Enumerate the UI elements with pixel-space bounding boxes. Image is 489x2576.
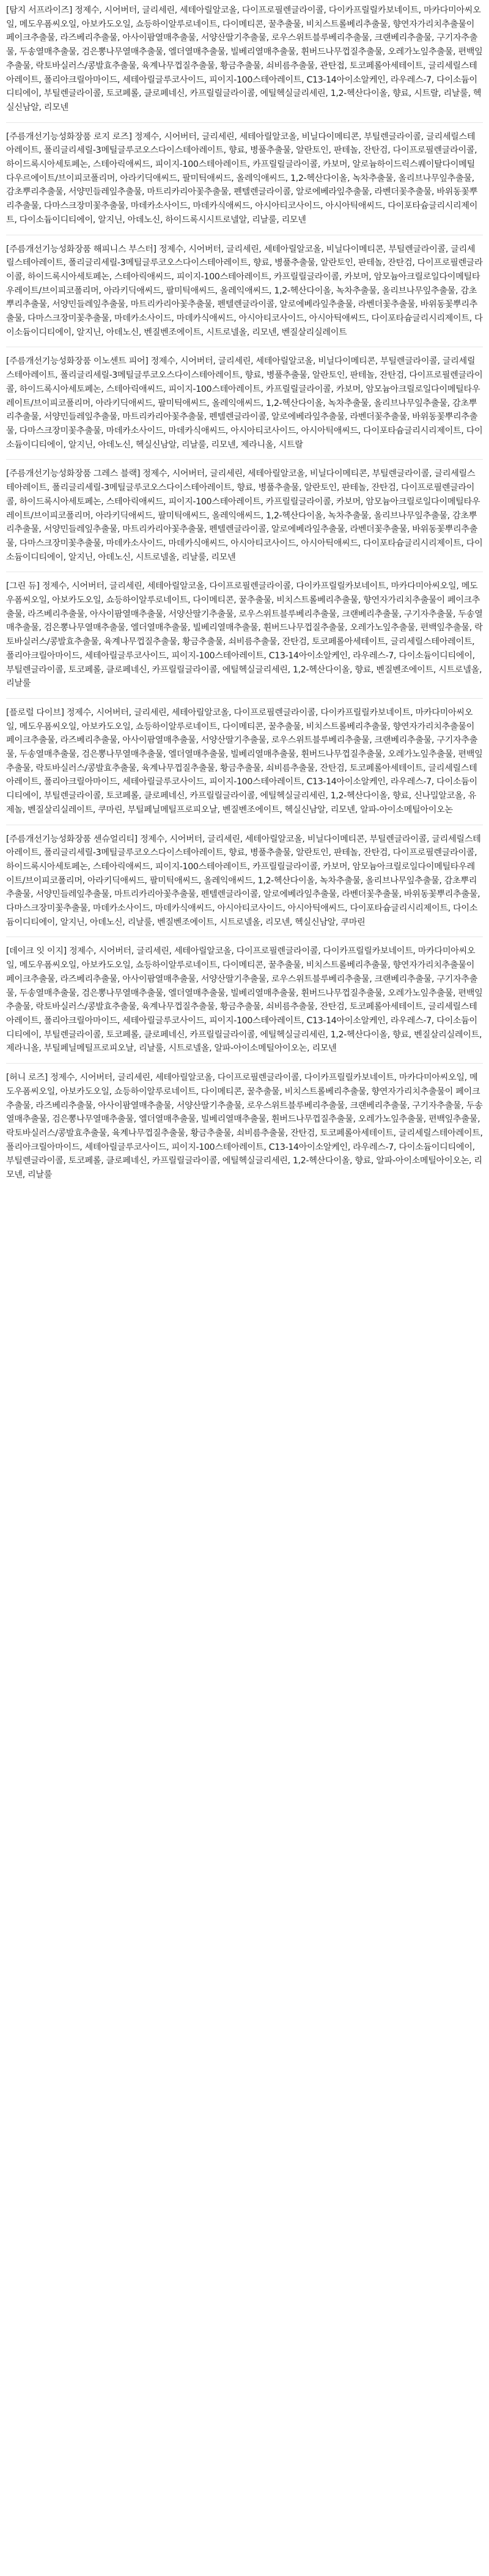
ingredient-block-take-it-easy: [데이크 잇 이지] 정제수, 시어버터, 글리세린, 세테아릴알코올, 다이프로필렌글라이콜, 다이카프릴릴카보네이트, 마카다미아씨오일, 메도우폼씨오일, 아보카도오일, 쇼등하이알루로네이트, 다이메티콘, 꿀추출물, 비치스트롤베리추출물, 향연자가리치추출물이 페이크추출물, 라즈베리추출물, 아사이팜열매추출물, 서양산딸기추출물, 로우스위트블루베리추출물, 크랜베리추출물, 구기자추출물, 두송열매추출물, 검은뽕나무열매추출물, 엘더열매추출물, 빌베리열매추출물, 휜버드나무껍질추출물, 오레가노잎추출물, 편백잎추출물, 락토바실러스/콩발효추출물, 육계나무껍질추출물, 황금추출물, 쇠비름추출물, 잔탄검, 토코페롤아세테이트, 글리세릴스테아레이트, 폴리아크릴아마이드, 세테아릴글루코사이드, 피이지-100스테아레이트, C13-14아이소알케인, 라우레스-7, 다이소듐이디티에이, 부틸렌글라이콜, 토코페롤, 클로페네신, 카프릴릴글라이콜, 에틸헥실글리세린, 1,2-헥산다이올, 향료, 벤질살리실레이트, 제라니올, 부틸페닐메틸프로피오날, 리날룰, 시트로넬올, 알파-아이소메틸아이오논, 리모넨 — [6, 946, 483, 1054]
divider — [6, 1063, 483, 1064]
divider — [6, 698, 483, 699]
ingredient-block-floral-dive: [플로럴 다이브] 정제수, 시어버터, 글리세린, 세테아릴알코올, 다이프로필렌글라이콜, 다이카프릴릴카보네이트, 마카다미아씨오일, 메도우폼씨오일, 아보카도오일, 쇼등하이알루로네이트, 다이메티콘, 꿀추출물, 비치스트롤베리추출물, 향연자가리치추출물이 페이크추출물, 라즈베리추출물, 아사이팜열매추출물, 서양산딸기추출물, 로우스위트블루베리추출물, 크랜베리추출물, 구기자추출물, 두송열매추출물, 검은뽕나무열매추출물, 엘더열매추출물, 빌베리열매추출물, 휜버드나무껍질추출물, 오레가노잎추출물, 편백잎추출물, 락토바실러스/콩발효추출물, 육계나무껍질추출물, 황금추출물, 쇠비름추출물, 잔탄검, 토코페롤아세테이트, 글리세릴스테아레이트, 폴리아크릴아마이드, 세테아릴글루코사이드, 피이지-100스테아레이트, C13-14아이소알케인, 라우레스-7, 다이소듐이디티에이, 부틸렌글라이콜, 토코페롤, 클로페네신, 카프릴릴글라이콜, 에틸헥실글리세린, 1,2-헥산다이올, 향료, 신나밀알코올, 유제놀, 벤질살리실레이트, 쿠마린, 부틸페닐메틸프로피오날, 벤질벤조에이트, 헥실신남알, 리모넨, 알파-아이소메틸아이오논 — [6, 707, 483, 815]
ingredient-block-innocent-fear: [주름개선기능성화장품 이노센트 피어] 정제수, 시어버터, 글리세린, 세테아릴알코올, 비닐다이메티콘, 부틸렌글라이콜, 글리세릴스테아레이트, 폴리글리세릴-3메틸글루코오스다이스테아레이트, 향료, 병풀추출물, 알란토인, 판테놀, 잔탄검, 다이프로필렌글라이콜, 하이드록시아세토페논, 스테아릭애씨드, 피이지-100스테아레이트, 카프릴릴글라이콜, 카보머, 암모늄아크릴로일다이메틸타우레이트/브이피코폴리머, 아라키딕애씨드, 팔미틱애씨드, 올레익애씨드, 1,2-헥산다이올, 녹차추출물, 올리브나무잎추출물, 감초뿌리추출물, 서양민들레잎추출물, 마트리카리아꽃추출물, 펜텔렌글라이콜, 알로에베라잎추출물, 라벤더꽃추출물, 바위동꽃뿌리추출물, 다마스크장미꽃추출물, 마데카소사이드, 마데카식애씨드, 아시아티코사이드, 아시아틱애씨드, 다이포타슘글리시리제이트, 다이소듐이디티에이, 알지닌, 아데노신, 헥실신남알, 리날룰, 리모넨, 제라니올, 시트랄 — [6, 356, 483, 450]
divider — [6, 122, 483, 123]
divider — [6, 459, 483, 460]
ingredient-block-green-dew: [그린 듀] 정제수, 시어버터, 글리세린, 세테아릴알코올, 다이프로필렌글라이콜, 다이카프릴릴카보네이트, 마카다미아씨오일, 메도우폼씨오일, 아보카도오일, 쇼등하이알루로네이트, 다이메티콘, 꿀추출물, 비치스트롤베리추출물, 향연자가리치추출물이 페이크추출물, 라즈베리추출물, 아사이팜열매추출물, 서양산딸기추출물, 로우스위트블루베리추출물, 크랜베리추출물, 구기자추출물, 두송열매추출물, 검은뽕나무열매추출물, 엘더열매추출물, 빌베리열매추출물, 휜버드나무껍질추출물, 오레가노잎추출물, 편백잎추출물, 락토바실러스/콩발효추출물, 육계나무껍질추출물, 황금추출물, 쇠비름추출물, 잔탄검, 토코페롤아세테이트, 글리세릴스테아레이트, 폴리아크릴아마이드, 세테아릴글루코사이드, 피이지-100스테아레이트, C13-14아이소알케인, 라우레스-7, 다이소듐이디티에이, 부틸렌글라이콜, 토코페롤, 클로페네신, 카프릴릴글라이콜, 에틸헥실글리세린, 1,2-헥산다이올, 향료, 벤질벤조에이트, 시트로넬올, 리날룰 — [6, 581, 483, 689]
ingredient-block-tamji-surprise: [탐지 서프라이즈] 정제수, 시어버터, 글리세린, 세테아릴알코올, 다이프로필렌글라이콜, 다이카프릴릴카보네이트, 마카다미아씨오일, 메도우폼씨오일, 아보카도오일, 쇼등하이알루로네이트, 다이메티콘, 꿀추출물, 비치스트롤베리추출물, 향연자가리치추출물이 페이크추출물, 라즈베리추출물, 아사이팜열매추출물, 서양산딸기추출물, 로우스위트블루베리추출물, 크랜베리추출물, 구기자추출물, 두송열매추출물, 검은뽕나무열매추출물, 엘더열매추출물, 빌베리열매추출물, 휜버드나무껍질추출물, 오레가노잎추출물, 편백잎추출물, 락토바실러스/콩발효추출물, 육계나무껍질추출물, 황금추출물, 쇠비름추출물, 관탄접, 토코페롤아세테이트, 글리세릴스테아레이트, 폴리아크릴아마이드, 세테아릴글루코사이드, 피이지-100스테아레이트, C13-14아이소알케인, 라우레스-7, 다이소듐이디티에이, 부틸렌글라이콜, 토코페롤, 클로페네신, 카프릴릴글라이콜, 에틸헥실글리세린, 1,2-헥산다이올, 향료, 시트랄, 리날룰, 헥실신남알, 리모넨 — [6, 6, 483, 112]
ingredient-block-happiness-booster: [주름개선기능성화장품 해피니스 부스터] 정제수, 시어버터, 글리세린, 세테아릴알코올, 비닐다이메티콘, 부틸렌글라이콜, 글리세릴스테아레이트, 폴리글리세릴-3메틸글루코오스다이스테아레이트, 향료, 병풀추출물, 알란토인, 판테놀, 잔탄검, 다이프로필렌글라이콜, 하이드록시아세토페논, 스테아릭애씨드, 피이지-100스테아레이트, 카프릴릴글라이콜, 카보머, 암모늄아크릴로일다이메틸타우레이트/브이피코폴리머, 아라키딕애씨드, 팔미틱애씨드, 올레익애씨드, 1,2-헥산다이올, 녹차추출물, 올리브나무잎추출물, 감초뿌리추출물, 서양민들레잎추출물, 마트리카리아꽃추출물, 펜텔렌글라이콜, 알로에베라잎추출물, 라벤더꽃추출물, 바위동꽃뿌리추출물, 다마스크장미꽃추출물, 마데카소사이드, 마데카식애씨드, 아시아티코사이드, 아시아틱애씨드, 다이포타슘글리시리제이트, 다이소듐이디티에이, 알지닌, 아데노신, 벤질벤조에이트, 시트로넬올, 리모넨, 벤질살리실레이트 — [6, 244, 483, 337]
ingredient-block-honey-rose: [허니 로즈] 정제수, 시어버터, 글리세린, 세테아릴알코올, 다이프로필렌글라이콜, 다이카프릴릴카보네이트, 마카다미아씨오일, 메도우폼씨오일, 아보카도오일, 쇼등하이알루로네이트, 다이메티콘, 꿀추출물, 비치스트롤베리추출물, 향연자가리치추출물이 페이크추출물, 라즈베리추출물, 아사이팜열매추출물, 서양산딸기추출물, 로우스위트블루베리추출물, 크랜베리추출물, 구기자추출물, 두송열매추출물, 검은뽕나무열매추출물, 엘더열매추출물, 빌베리열매추출물, 휜버드나무껍질추출물, 오레가노잎추출물, 편백잎추출물, 락토바실러스/콩발효추출물, 육계나무껍질추출물, 황금추출물, 쇠비름추출물, 잔탄검, 토코페롤아세테이트, 글리세릴스테아레이트, 폴리아크릴아마이드, 세테아릴글루코사이드, 피이지-100스테아레이트, C13-14아이소알케인, 라우레스-7, 다이소듐이디티에이, 부틸렌글라이콜, 토코페롤, 클로페네신, 카프릴릴글라이콜, 에틸헥실글리세린, 1,2-헥산다이올, 향료, 알파-아이소메틸아이오논, 리모넨, 리날룰 — [6, 1073, 483, 1180]
ingredient-block-sensuality: [주름개선기능성화장품 센슈얼리티] 정제수, 시어버터, 글리세린, 세테아릴알코올, 비닐다이메티콘, 부틸렌글라이콜, 글리세릴스테아레이트, 폴리글리세릴-3메틸글루코오스다이스테아레이트, 향료, 병풀추출물, 알란토인, 판테놀, 잔탄검, 다이프로필렌글라이콜, 하이드록시아세토페논, 스테아릭애씨드, 피이지-100스테아레이트, 카프릴릴글라이콜, 카보머, 암모늄아크릴로일다이메틸타우레이트/브이피코폴리머, 아라키딕애씨드, 팔미틱애씨드, 올레익애씨드, 1,2-헥산다이올, 녹차추출물, 올리브나무잎추출물, 감초뿌리추출물, 서양민들레잎추출물, 마트리카리아꽃추출물, 펜텔렌글라이콜, 알로에베라잎추출물, 라벤더꽃추출물, 바위동꽃뿌리추출물, 다마스크장미꽃추출물, 마데카소사이드, 마데카식애씨드, 아시아티코사이드, 아시아틱애씨드, 다이포타슘글리시리제이트, 다이소듐이디티에이, 알지닌, 아데노신, 리날룰, 벤질벤조에이트, 시트로넬올, 리모넨, 헥실신남알, 쿠마린 — [6, 834, 481, 927]
ingredient-block-rosy-rose: [주름개선기능성화장품 로지 로즈] 정제수, 시어버터, 글리세린, 세테아릴알코올, 비닐다이메티콘, 부틸렌글라이콜, 글리세릴스테아레이트, 폴리글리세릴-3메틸글루코오스다이스테아레이트, 향료, 병풀추출물, 알란토인, 판테놀, 잔탄검, 다이프로필렌글라이콜, 하이드록시아세토페논, 스테아릭애씨드, 피이지-100스테아레이트, 카프릴릴글라이콜, 카보머, 알로늄하이드릭스퀘이탈다이메틸다우르에이트/브이피코폴리머, 아라키딕애씨드, 팔미틱애씨드, 올레익애씨드, 1,2-헥산다이올, 녹차추출물, 올리브나무잎추출물, 감초뿌리추출물, 서양민들레잎추출물, 마트리카리아꽃추출물, 펜텔렌글라이콜, 알로에베라잎추출물, 라벤더꽃추출물, 바위동꽃뿌리추출물, 다마스크장미꽃추출물, 마데카소사이드, 마데카식애씨드, 아시아티코사이드, 아시아틱애씨드, 다이포타슘글리시리제이트, 다이소듐이디티에이, 알지닌, 아데노신, 하이드록시시트로넬알, 리날룰, 리모넨 — [6, 131, 478, 225]
ingredient-document — [0, 0, 489, 1182]
ingredient-block-grace-black: [주름개선기능성화장품 그레스 블랙] 정제수, 시어버터, 글리세린, 세테아릴알코올, 비닐다이메티콘, 부틸렌글라이콜, 글리세릴스테아레이트, 폴리글리세릴-3메틸글루코오스다이스테아레이트, 향료, 병풀추출물, 알란토인, 판테놀, 잔탄검, 다이프로필렌글라이콜, 하이드록시아세토페논, 스테아릭애씨드, 피이지-100스테아레이트, 카프릴릴글라이콜, 카보머, 암모늄아크릴로일다이메틸타우레이트/브이피코폴리머, 아라키딕애씨드, 팔미틱애씨드, 올레익애씨드, 1,2-헥산다이올, 녹차추출물, 올리브나무잎추출물, 감초뿌리추출물, 서양민들레잎추출물, 마트리카리아꽃추출물, 펜텔렌글라이콜, 알로에베라잎추출물, 라벤더꽃추출물, 바위동꽃뿌리추출물, 다마스크장미꽃추출물, 마데카소사이드, 마데카식애씨드, 아시아티코사이드, 아시아틱애씨드, 다이포타슘글리시리제이트, 다이소듐이디티에이, 알지닌, 아데노신, 시트로넬올, 리날룰, 리모넨 — [6, 469, 483, 562]
